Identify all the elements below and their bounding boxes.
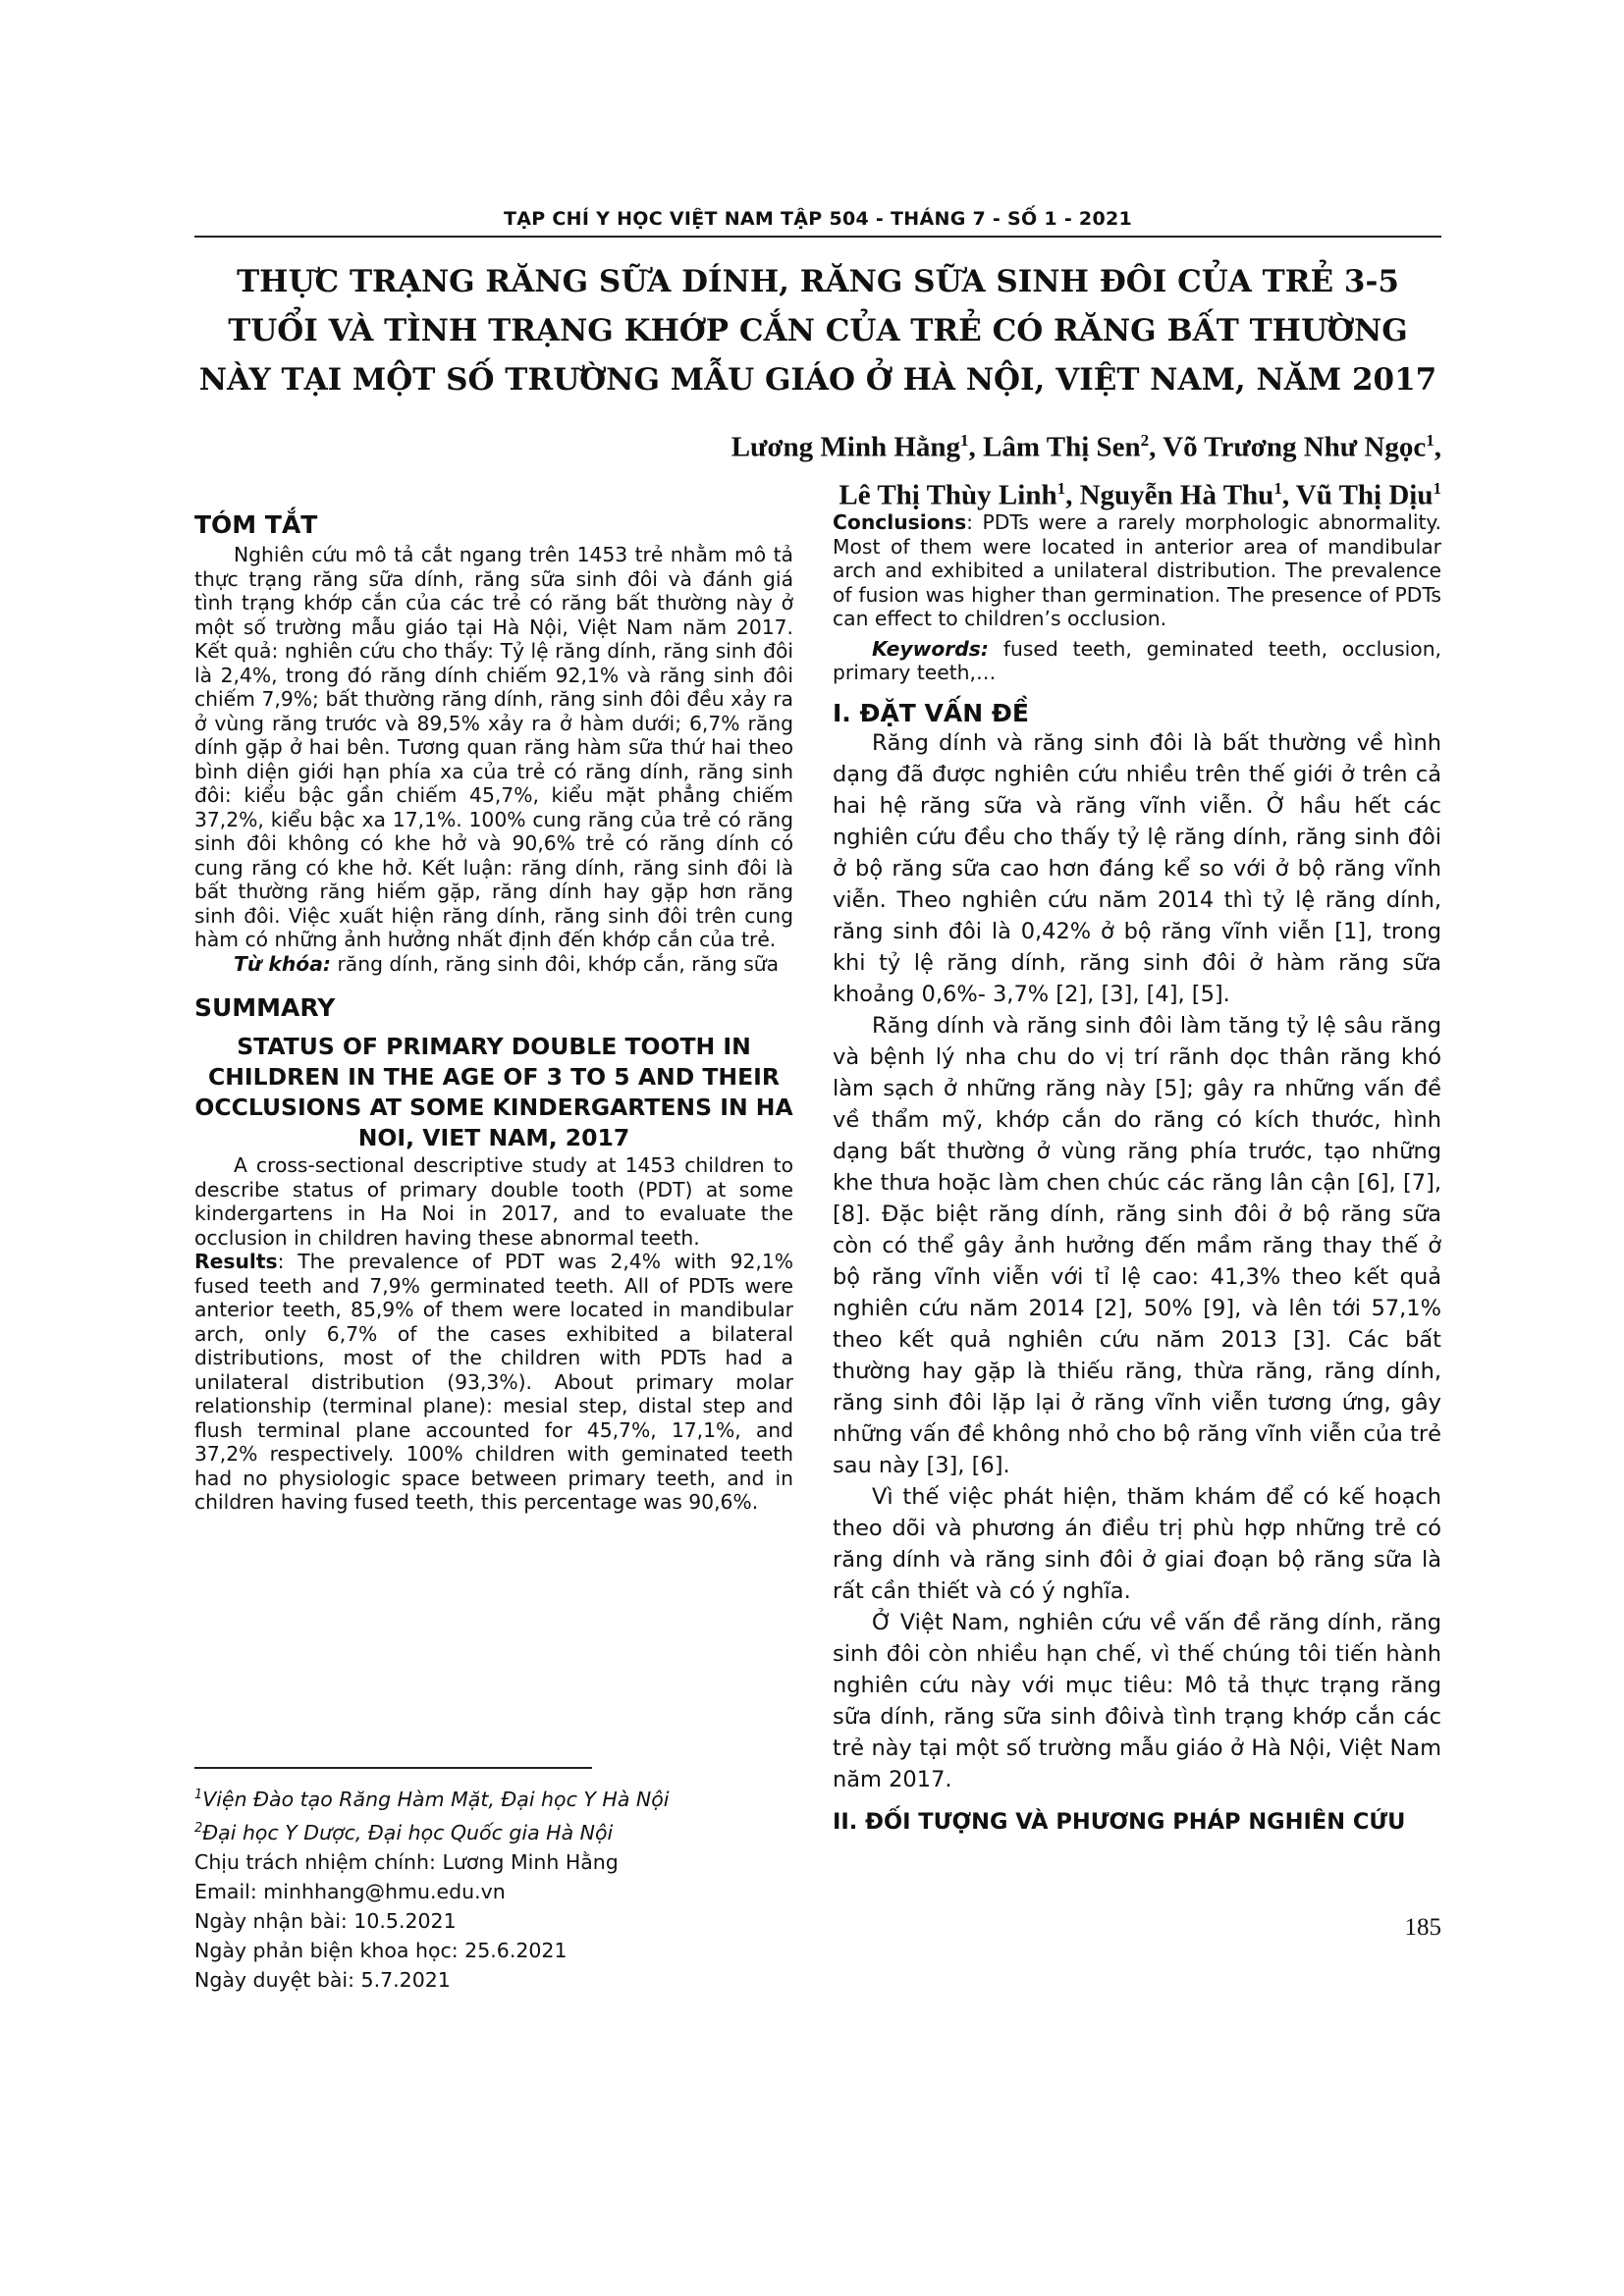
title-line: TUỔI VÀ TÌNH TRẠNG KHỚP CẮN CỦA TRẺ CÓ RĂNG BẤT THƯỜNG xyxy=(228,313,1408,348)
author-affiliation-mark: 1 xyxy=(1273,478,1282,498)
affiliation-1 xyxy=(194,1781,803,1814)
right-column xyxy=(833,510,1441,1835)
section-1-paragraph: Ở Việt Nam, nghiên cứu về vấn đề răng dính, răng sinh đôi còn nhiều hạn chế, vì thế chúng tôi tiến hành nghiên cứu này với mục tiêu: Mô tả thực trạng răng sữa dính, răng sữa sinh đôivà tình trạng khớp cắn các trẻ này tại một số trường mẫu giáo ở Hà Nội, Việt Nam năm 2017. xyxy=(833,1609,1441,1792)
author-name: , Nguyễn Hà Thu xyxy=(1065,479,1274,511)
author-affiliation-mark: 1 xyxy=(1056,478,1066,498)
title-line: THỰC TRẠNG RĂNG SỮA DÍNH, RĂNG SỮA SINH ĐÔI CỦA TRẺ 3-5 xyxy=(237,264,1399,299)
section-1-paragraph: Vì thế việc phát hiện, thăm khám để có kế hoạch theo dõi và phương án điều trị phù hợp những trẻ có răng dính và răng sinh đôi ở giai đoạn bộ răng sữa là rất cần thiết và có ý nghĩa. xyxy=(833,1483,1441,1604)
section-1-paragraph: Răng dính và răng sinh đôi là bất thường về hình dạng đã được nghiên cứu nhiều trên thế giới ở trên cả hai hệ răng sữa và răng vĩnh viễn. Ở hầu hết các nghiên cứu đều cho thấy tỷ lệ răng dính, răng sinh đôi ở bộ răng sữa cao hơn đáng kể so với ở bộ răng vĩnh viễn. Theo nghiên cứu năm 2014 thì tỷ lệ răng dính, răng sinh đôi là 0,42% ở bộ răng vĩnh viễn [1], trong khi tỷ lệ răng dính, răng sinh đôi ở hàm răng sữa khoảng 0,6%- 3,7% [2], [3], [4], [5]. xyxy=(833,729,1441,1007)
date-accepted: Ngày duyệt bài: 5.7.2021 xyxy=(194,1967,451,1992)
left-column xyxy=(194,510,793,1515)
affiliation-2 xyxy=(194,1814,803,1847)
section-2-heading: II. ĐỐI TƯỢNG VÀ PHƯƠNG PHÁP NGHIÊN CỨU xyxy=(833,1808,1406,1835)
running-head: TẠP CHÍ Y HỌC VIỆT NAM TẬP 504 - THÁNG 7 - SỐ 1 - 2021 xyxy=(503,208,1133,230)
summary-intro: A cross-sectional descriptive study at 1453 children to describe status of primary double tooth (PDT) at some kindergartens in Ha Noi in 2017, and to evaluate the occlusion in children having these abnormal teeth. xyxy=(194,1153,793,1250)
author-name: , Võ Trương Như Ngọc xyxy=(1149,431,1427,463)
abstract-body: Nghiên cứu mô tả cắt ngang trên 1453 trẻ nhằm mô tả thực trạng răng sữa dính, răng sữa sinh đôi và đánh giá tình trạng khớp cắn của các trẻ có răng bất thường này ở một số trường mẫu giáo tại Hà Nội, Việt Nam năm 2017. Kết quả: nghiên cứu cho thấy: Tỷ lệ răng dính, răng sinh đôi là 2,4%, trong đó răng dính chiếm 92,1% và răng sinh đôi chiếm 7,9%; bất thường răng dính, răng sinh đôi đều xảy ra ở vùng răng trước và 89,5% xảy ra ở hàm dưới; 6,7% răng dính gặp ở hai bên. Tương quan răng hàm sữa thứ hai theo bình diện giới hạn phía xa của trẻ có răng dính, răng sinh đôi: kiểu bậc gần chiếm 45,7%, kiểu mặt phẳng chiếm 37,2%, kiểu bậc xa 17,1%. 100% cung răng của trẻ có răng sinh đôi không có khe hở và 90,6% trẻ có răng dính có cung răng có khe hở. Kết luận: răng dính, răng sinh đôi là bất thường răng hiếm gặp, răng dính hay gặp hơn răng sinh đôi. Việc xuất hiện răng dính, răng sinh đôi trên cung hàm có những ảnh hưởng nhất định đến khớp cắn của trẻ. xyxy=(194,543,793,951)
author-name: Lê Thị Thùy Linh xyxy=(839,479,1057,511)
conclusions-label: Conclusions xyxy=(833,510,967,534)
author-affiliation-mark: 1 xyxy=(1426,431,1435,450)
keywords-label: Từ khóa: xyxy=(234,951,331,976)
results-label: Results xyxy=(194,1250,278,1273)
summary-conclusions xyxy=(833,510,1441,631)
section-1-heading: I. ĐẶT VẤN ĐỀ xyxy=(833,698,1029,727)
email-line: Email: minhhang@hmu.edu.vn xyxy=(194,1879,506,1903)
summary-keywords xyxy=(833,637,1441,685)
conclusions-text: : PDTs were a rarely morphologic abnormality. Most of them were located in anterior area of mandibular arch and exhibited a unilateral distribution. The prevalence of fusion was higher than germination. The presence of PDTs can effect to children’s occlusion. xyxy=(833,510,1441,630)
author-line xyxy=(731,420,1441,468)
affiliation-text: Đại học Y Dược, Đại học Quốc gia Hà Nội xyxy=(202,1820,614,1844)
keywords-label: Keywords: xyxy=(872,636,989,661)
header-rule xyxy=(194,236,1441,238)
summary-heading: SUMMARY xyxy=(194,993,336,1022)
results-text: : The prevalence of PDT was 2,4% with 92,1% fused teeth and 7,9% germinated teeth. All of PDTs were anterior teeth, 85,9% of them were located in mandibular arch, only 6,7% of the cases exhibited a bilateral distributions, most of the children with PDTs had a unilateral distribution (93,3%). About primary molar relationship (terminal plane): mesial step, distal step and flush terminal plane accounted for 45,7%, 17,1%, and 37,2% respectively. 100% children with geminated teeth had no physiologic space between primary teeth, and in children having fused teeth, this percentage was 90,6%. xyxy=(194,1250,793,1514)
author-affiliation-mark: 1 xyxy=(1433,478,1441,498)
title-line: NÀY TẠI MỘT SỐ TRƯỜNG MẪU GIÁO Ở HÀ NỘI, VIỆT NAM, NĂM 2017 xyxy=(198,362,1437,398)
author-name: Lương Minh Hằng xyxy=(731,431,961,463)
article-title xyxy=(194,257,1441,404)
keywords-text: fused teeth, geminated teeth, occlusion, primary teeth,… xyxy=(833,636,1441,684)
author-affiliation-mark: 1 xyxy=(960,431,969,450)
affiliation-text: Viện Đào tạo Răng Hàm Mặt, Đại học Y Hà Nội xyxy=(202,1787,670,1811)
section-1-paragraph: Răng dính và răng sinh đôi làm tăng tỷ lệ sâu răng và bệnh lý nha chu do vị trí rãnh dọc thân răng khó làm sạch ở những răng này [5]; gây ra những vấn đề về thẩm mỹ, khớp cắn do răng có kích thước, hình dạng bất thường ở vùng răng phía trước, tạo những khe thưa hoặc làm chen chúc các răng lân cận [6], [7], [8]. Đặc biệt răng dính, răng sinh đôi ở bộ răng sữa còn có thể gây ảnh hưởng đến mầm răng thay thế ở bộ răng vĩnh viễn với tỉ lệ cao: 41,3% theo kết quả nghiên cứu năm 2014 [2], 50% [9], và lên tới 57,1% theo kết quả nghiên cứu năm 2013 [3]. Các bất thường hay gặp là thiếu răng, thừa răng, răng dính, răng sinh đôi lặp lại ở răng vĩnh viễn tương ứng, gây những vấn đề không nhỏ cho bộ răng vĩnh viễn của trẻ sau này [3], [6]. xyxy=(833,1012,1441,1478)
summary-results xyxy=(194,1250,793,1515)
affiliation-mark: 2 xyxy=(194,1820,203,1836)
author-affiliation-mark: 2 xyxy=(1140,431,1150,450)
date-reviewed: Ngày phản biện khoa học: 25.6.2021 xyxy=(194,1938,568,1962)
affiliation-mark: 1 xyxy=(194,1788,203,1802)
author-separator: , xyxy=(1434,431,1441,463)
author-name: , Vũ Thị Dịu xyxy=(1281,479,1434,511)
author-line xyxy=(731,468,1441,516)
date-received: Ngày nhận bài: 10.5.2021 xyxy=(194,1908,457,1933)
summary-title: STATUS OF PRIMARY DOUBLE TOOTH IN CHILDREN IN THE AGE OF 3 TO 5 AND THEIR OCCLUSIONS AT SOME KINDERGARTENS IN HA NOI, VIET NAM, 2017 xyxy=(194,1033,793,1151)
keywords-text: răng dính, răng sinh đôi, khớp cắn, răng sữa xyxy=(331,951,780,976)
abstract-heading: TÓM TẮT xyxy=(194,510,318,539)
corresponding-author: Chịu trách nhiệm chính: Lương Minh Hằng xyxy=(194,1849,619,1874)
author-list xyxy=(731,420,1441,515)
abstract-keywords xyxy=(194,952,793,977)
author-name: , Lâm Thị Sen xyxy=(968,431,1141,463)
footnotes xyxy=(194,1781,803,1995)
footnote-rule xyxy=(194,1767,592,1769)
page-number: 185 xyxy=(1404,1914,1441,1941)
